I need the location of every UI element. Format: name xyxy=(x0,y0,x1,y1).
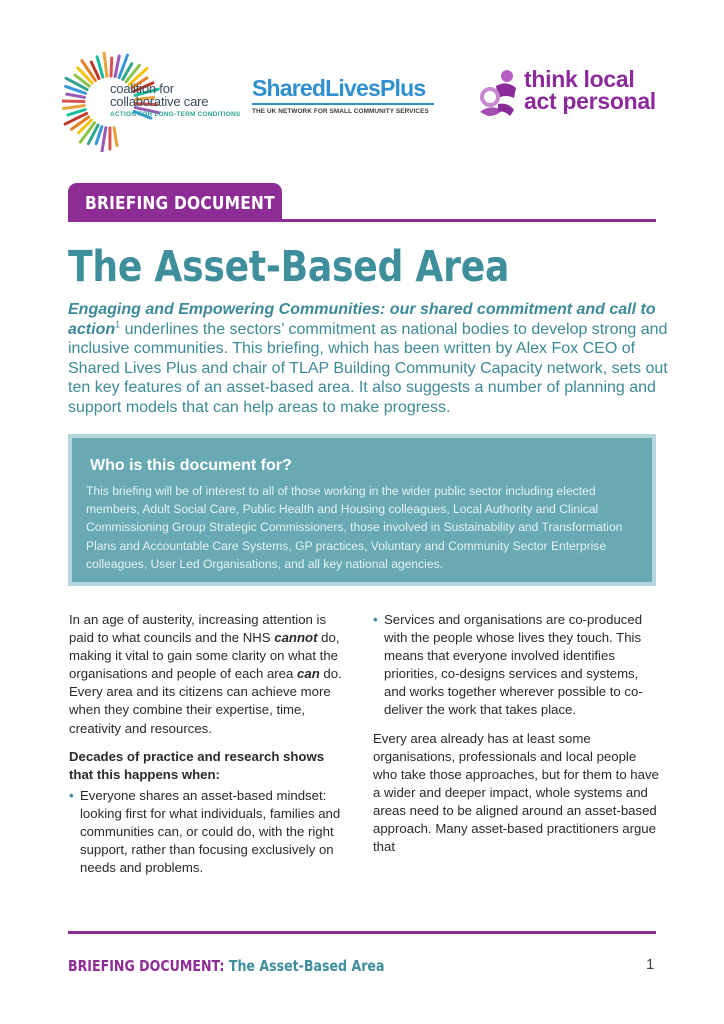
sunburst-ray xyxy=(67,94,85,97)
briefing-document-tab xyxy=(68,183,282,221)
ccc-wordmark xyxy=(110,82,240,118)
intro-paragraph xyxy=(68,300,668,418)
people-icon xyxy=(476,68,522,118)
sunburst-ray xyxy=(102,128,106,152)
footer-divider xyxy=(68,931,656,934)
slp-wordmark: SharedLivesPlus xyxy=(252,75,426,101)
slp-divider xyxy=(252,103,434,105)
list-item xyxy=(373,611,663,720)
sunburst-ray xyxy=(111,58,112,76)
footer-doc-title: The Asset-Based Area xyxy=(224,957,385,975)
bullet-text: Everyone shares an asset-based mindset: looking first for what individuals, families and communities can, or could do, with the right support, rather than focusing exclusively on needs and problems. xyxy=(80,787,341,876)
page-number: 1 xyxy=(646,956,655,973)
shared-lives-plus-logo xyxy=(252,76,442,115)
page-title: The Asset-Based Area xyxy=(68,242,510,292)
bullet-icon: • xyxy=(69,787,74,803)
austerity-paragraph xyxy=(69,611,349,738)
header-divider xyxy=(68,219,656,222)
briefing-document-label: BRIEFING DOCUMENT xyxy=(85,193,275,214)
left-column xyxy=(69,611,349,877)
footer-title xyxy=(68,957,384,975)
intro-emphasis: Engaging and Empowering Communities: our shared commitment and call to action xyxy=(68,301,656,338)
sunburst-ray xyxy=(115,56,119,77)
text-run: do, making it vital to gain some clarity on what the organisations and people of each area xyxy=(69,630,340,682)
audience-heading: Who is this document for? xyxy=(90,457,292,474)
footer-label: BRIEFING DOCUMENT: xyxy=(68,957,225,975)
bullet-text: Services and organisations are co-produced with the people whose lives they touch. This means that everyone involved identifies priorities, co-designs services and systems, and works together wherever possible to co-deliver the work that takes place. xyxy=(384,612,643,718)
asset-approach-paragraph: Every area already has at least some organisations, professionals and local people who take those approaches, but for them to have a wider and deeper impact, whole systems and areas need to be aligned around an asset-based approach. Many asset-based practitioners argue that xyxy=(373,730,659,855)
bullet-icon: • xyxy=(373,612,378,627)
tlap-line-2: act personal xyxy=(524,88,656,114)
ccc-line-1: coalition for xyxy=(110,81,174,96)
footnote-marker: 1 xyxy=(115,319,121,330)
sunburst-ray xyxy=(104,52,107,76)
right-column xyxy=(373,611,663,856)
audience-box xyxy=(68,434,656,586)
text-run: do. Every area and its citizens can achieve more when they combine their expertise, time, creativity and resources. xyxy=(69,666,342,736)
emphasis-cannot: cannot xyxy=(274,630,318,646)
think-local-act-personal-logo xyxy=(476,68,666,120)
sunburst-ray xyxy=(63,106,84,109)
slp-tagline: THE UK NETWORK FOR SMALL COMMUNITY SERVICES xyxy=(252,108,429,115)
coalition-for-collaborative-care-logo xyxy=(62,52,241,148)
tlap-line-1: think local xyxy=(524,66,635,92)
emphasis-can: can xyxy=(297,666,320,682)
audience-text: This briefing will be of interest to all of those working in the wider public sector including elected members, Adult Social Care, Public Health and Housing colleagues, Local Authority and Clinical Commissioning Group Strategic Commissioners, those involved in Sustainability and Transformation Plans and Accountable Care Systems, GP practices, Voluntary and Community Sector Enterprise colleagues, User Led Organisations, and all key national agencies. xyxy=(86,484,623,571)
ccc-line-2: collaborative care xyxy=(110,94,209,109)
list-item xyxy=(69,787,349,877)
intro-text: underlines the sectors’ commitment as national bodies to develop strong and inclusive communities. This briefing, which has been written by Alex Fox CEO of Shared Lives Plus and chair of TLAP Building Community Capacity network, sets out ten key features of an asset-based area. It also suggests a number of planning and support models that can help areas to make progress. xyxy=(68,320,668,416)
sunburst-ray xyxy=(114,128,117,146)
text-run: In an age of austerity, increasing attention is paid to what councils and the NHS xyxy=(69,612,327,646)
tlap-wordmark xyxy=(524,68,656,112)
practice-subheading: Decades of practice and research shows that this happens when: xyxy=(69,748,325,782)
ccc-tagline: ACTION FOR LONG-TERM CONDITIONS xyxy=(110,111,241,118)
